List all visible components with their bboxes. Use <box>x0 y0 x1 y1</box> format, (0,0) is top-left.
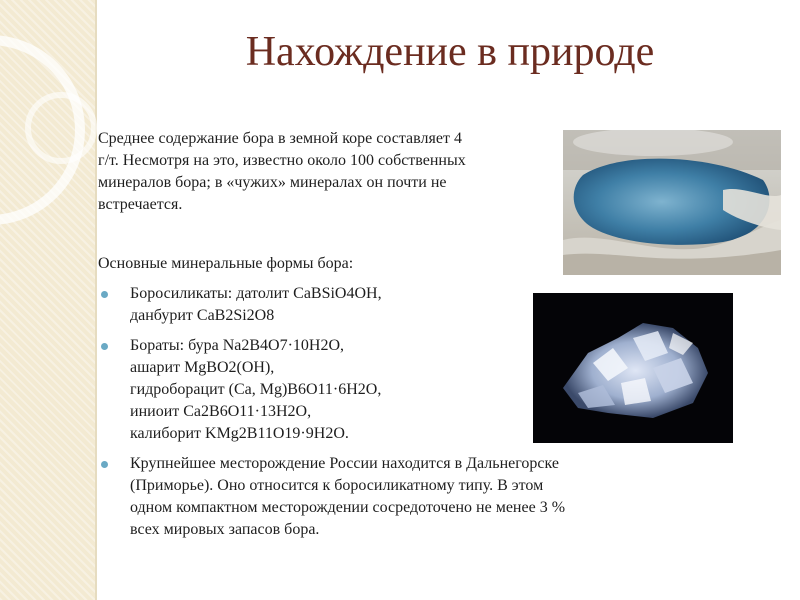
bullet-line: Крупнейшее месторождение России находится в Дальнегорске <box>130 455 559 472</box>
intro-paragraph <box>98 128 568 216</box>
bullet-line: иниоит Ca2B6O11·13H2O, <box>130 403 312 420</box>
bullet-line: данбурит CaB2Si2O8 <box>130 307 275 324</box>
bullet-dot-icon <box>101 461 108 468</box>
intro-line: г/т. Несмотря на это, известно около 100 собственных <box>98 152 466 169</box>
bullet-line: гидроборацит (Ca, Mg)B6O11·6H2O, <box>130 381 382 398</box>
bullet-dot-icon <box>101 291 108 298</box>
bullet-line: Боросиликаты: датолит CaBSiO4OH, <box>130 285 382 302</box>
bullet-line: калиборит KMg2B11O19·9H2O. <box>130 425 349 442</box>
bullet-dot-icon <box>101 343 108 350</box>
decorative-side-band <box>0 0 95 600</box>
list-item <box>98 283 530 327</box>
list-item <box>98 453 690 541</box>
bullet-line: ашарит MgBO2(OH), <box>130 359 275 376</box>
minerals-subtitle: Основные минеральные формы бора: <box>98 255 354 272</box>
intro-line: минералов бора; в «чужих» минералах он почти не <box>98 174 447 191</box>
slide-title: Нахождение в природе <box>245 29 655 75</box>
side-band-edge <box>95 0 97 600</box>
bullet-line: (Приморье). Оно относится к боросиликатному типу. В этом <box>130 477 544 494</box>
list-item <box>98 335 530 445</box>
bullet-line: Бораты: бура Na2B4O7·10H2O, <box>130 337 345 354</box>
hot-spring-photo <box>563 130 781 275</box>
intro-line: Среднее содержание бора в земной коре составляет 4 <box>98 130 462 147</box>
bullet-line: одном компактном месторождении сосредоточено не менее 3 % <box>130 499 566 516</box>
borax-crystal-photo <box>533 293 733 443</box>
intro-line: встречается. <box>98 196 183 213</box>
bullet-line: всех мировых запасов бора. <box>130 521 320 538</box>
